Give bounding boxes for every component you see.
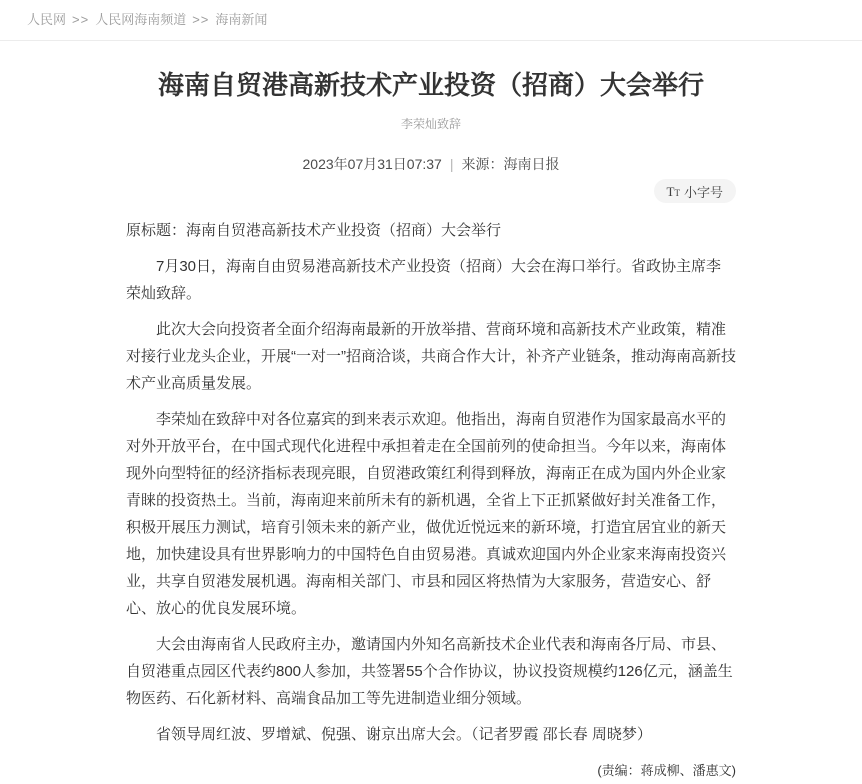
font-size-icon: T T: [666, 183, 680, 199]
article-meta: [126, 154, 736, 174]
article-body: [126, 217, 736, 784]
breadcrumb-separator: >>: [192, 12, 210, 27]
article-toolbar: [126, 179, 736, 203]
article-subtitle: 李荣灿致辞: [400, 117, 461, 131]
article-paragraph: 省领导周红波、罗增斌、倪强、谢京出席大会。（记者罗霞 邵长春 周晓梦）: [156, 726, 652, 743]
breadcrumb-item-hainan-channel[interactable]: 人民网海南频道: [95, 12, 187, 27]
breadcrumb-item-peoples-daily[interactable]: 人民网: [27, 12, 67, 27]
editors-line: (责编：蒋成柳、潘惠文): [597, 763, 736, 778]
article-paragraph: 大会由海南省人民政府主办，邀请国内外知名高新技术企业代表和海南各厅局、市县、自贸港重点园区代表约800人参加，共签署55个合作协议，协议投资规模约126亿元，涵盖生物医药、石化新材料、高端食品加工等先进制造业细分领域。: [126, 636, 733, 707]
font-size-button-label: 小字号: [683, 184, 723, 200]
article-paragraph: 此次大会向投资者全面介绍海南最新的开放举措、营商环境和高新技术产业政策，精准对接行业龙头企业，开展“一对一”招商洽谈，共商合作大计，补齐产业链条，推动海南高新技术产业高质量发展。: [126, 321, 736, 392]
meta-separator: |: [449, 156, 454, 172]
page-title: 海南自贸港高新技术产业投资（招商）大会举行: [157, 70, 704, 100]
breadcrumb: [0, 0, 862, 41]
source-label: 来源：: [461, 156, 504, 172]
publish-datetime: 2023年07月31日07:37: [302, 156, 442, 172]
article-paragraph: 李荣灿在致辞中对各位嘉宾的到来表示欢迎。他指出，海南自贸港作为国家最高水平的对外开放平台，在中国式现代化进程中承担着走在全国前列的使命担当。今年以来，海南体现外向型特征的经济指标表现亮眼，自贸港政策红利得到释放，海南正在成为国内外企业家青睐的投资热土。当前，海南迎来前所未有的新机遇，全省上下正抓紧做好封关准备工作，积极开展压力测试，培育引领未来的新产业，做优近悦远来的新环境，打造宜居宜业的新天地，加快建设具有世界影响力的中国特色自由贸易港。真诚欢迎国内外企业家来海南投资兴业，共享自贸港发展机遇。海南相关部门、市县和园区将热情为大家服务，营造安心、舒心、放心的优良发展环境。: [126, 411, 727, 617]
breadcrumb-separator: >>: [72, 12, 90, 27]
article-container: [126, 41, 736, 784]
breadcrumb-item-hainan-news[interactable]: 海南新闻: [215, 12, 268, 27]
original-title-line: 原标题：海南自贸港高新技术产业投资（招商）大会举行: [126, 222, 502, 239]
source-link[interactable]: 海南日报: [503, 156, 560, 172]
article-paragraph: 7月30日，海南自由贸易港高新技术产业投资（招商）大会在海口举行。省政协主席李荣灿致辞。: [126, 258, 722, 302]
font-size-button[interactable]: [654, 179, 736, 203]
